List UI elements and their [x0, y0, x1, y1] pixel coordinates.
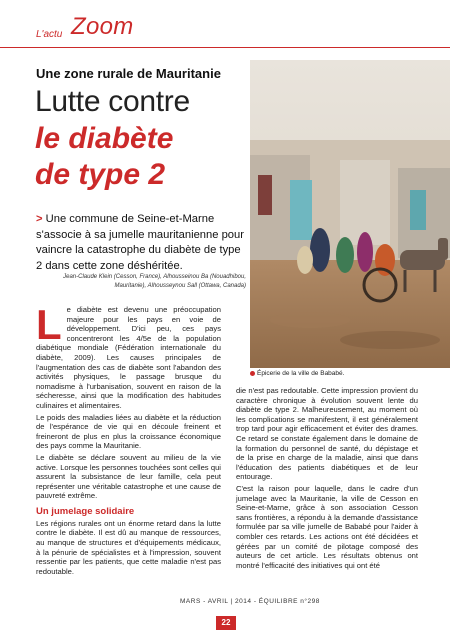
article-paragraph: die n'est pas redoutable. Cette impression provient du caractère chronique à évolution souvent lente du diabète de type 2. Malheureusement, au moment où les complications se manifestent, il est généralement trop tard pour agir efficacement et éviter des drames. Ce retard se constate également dans le domaine de la formation du personnel de santé, du dépistage et de la prise en charge de la maladie, ainsi que dans l'éducation des patients diabétiques et de leur entourage.	[236, 386, 418, 482]
photo-caption	[250, 370, 344, 377]
article-title-line2: le diabète	[35, 122, 174, 155]
page-footer	[0, 598, 450, 608]
article-paragraph	[36, 301, 221, 411]
header-divider	[0, 47, 450, 48]
rubric-title: Zoom	[71, 13, 134, 40]
article-column-2	[236, 386, 418, 572]
article-title-line1: Lutte contre	[35, 85, 190, 118]
article-paragraph: C'est la raison pour laquelle, dans le cadre d'un jumelage avec la Mauritanie, la ville de Cesson en Seine-et-Marne, grâce à son association Cesson sans frontières, a répondu à la demande d'assistance formulée par sa ville jumelle de Bababé pour l'aider à combler ces retards. Les actions ont été décidées et gérées par un comité de pilotage composé des auteurs de cet article. Les résultats obtenus ont montré l'efficacité des initiatives qui ont été	[236, 483, 418, 570]
article-authors: Jean-Claude Klein (Cesson, France), Alhousseinou Ba (Nouadhibou, Mauritanie), Alhousseynou Sall (Ottawa, Canada)	[63, 274, 246, 289]
lead-arrow-icon: >	[36, 213, 43, 225]
issue-info: MARS - AVRIL | 2014 - ÉQUILIBRE n°298	[180, 598, 320, 605]
article-paragraph: Le poids des maladies liées au diabète et la réduction de l'espérance de vie qui en découle freinent et freineront de plus en plus la croissance économique des pays comme la Mauritanie.	[36, 412, 221, 451]
page-number: 22	[216, 616, 236, 630]
article-lead-text: Une commune de Seine-et-Marne s'associe à sa jumelle mauritanienne pour vaincre la catastrophe du diabète de type 2 dans cette zone déshéritée.	[36, 213, 244, 272]
article-title-line3: de type 2	[35, 158, 166, 191]
caption-bullet-icon	[250, 371, 255, 376]
article-column-1	[36, 301, 221, 578]
article-kicker: Une zone rurale de Mauritanie	[36, 66, 221, 81]
article-lead	[36, 212, 246, 274]
article-paragraph-text: e diabète est devenu une préoccupation majeure pour les pays en voie de développement. D'ici peu, ces pays concentreront les 4/5e de la population diabétique mondiale (Fédération internationale du diabète, 2009). Les causes principales de l'augmentation des cas de diabète sont l'abandon des activités physiques, le passage brusque du nomadisme à l'urbanisation, souvent en raison de la sécheresse, ainsi que la modification des habitudes culinaires et alimentaires.	[36, 305, 221, 410]
article-paragraph: Les régions rurales ont un énorme retard dans la lutte contre le diabète. Il est dû au manque de ressources, au manque de structures et d'équipements médicaux, à la pénurie de spécialistes et à l'impression, souvent ressentie par les patients, que cette maladie n'est pas redoutable.	[36, 518, 221, 576]
article-photo	[250, 60, 450, 368]
photo-caption-text: Épicerie de la ville de Bababé.	[257, 370, 345, 377]
article-subheading: Un jumelage solidaire	[36, 505, 135, 517]
section-label: L'actu	[36, 29, 63, 40]
article-paragraph: Le diabète se déclare souvent au milieu de la vie active. Lorsque les personnes touchées sont celles qui assurent la subsistance de leur famille, cela peut représenter une véritable catastrophe et une cause de pauvreté extrême.	[36, 452, 221, 501]
drop-cap: L	[36, 301, 62, 348]
